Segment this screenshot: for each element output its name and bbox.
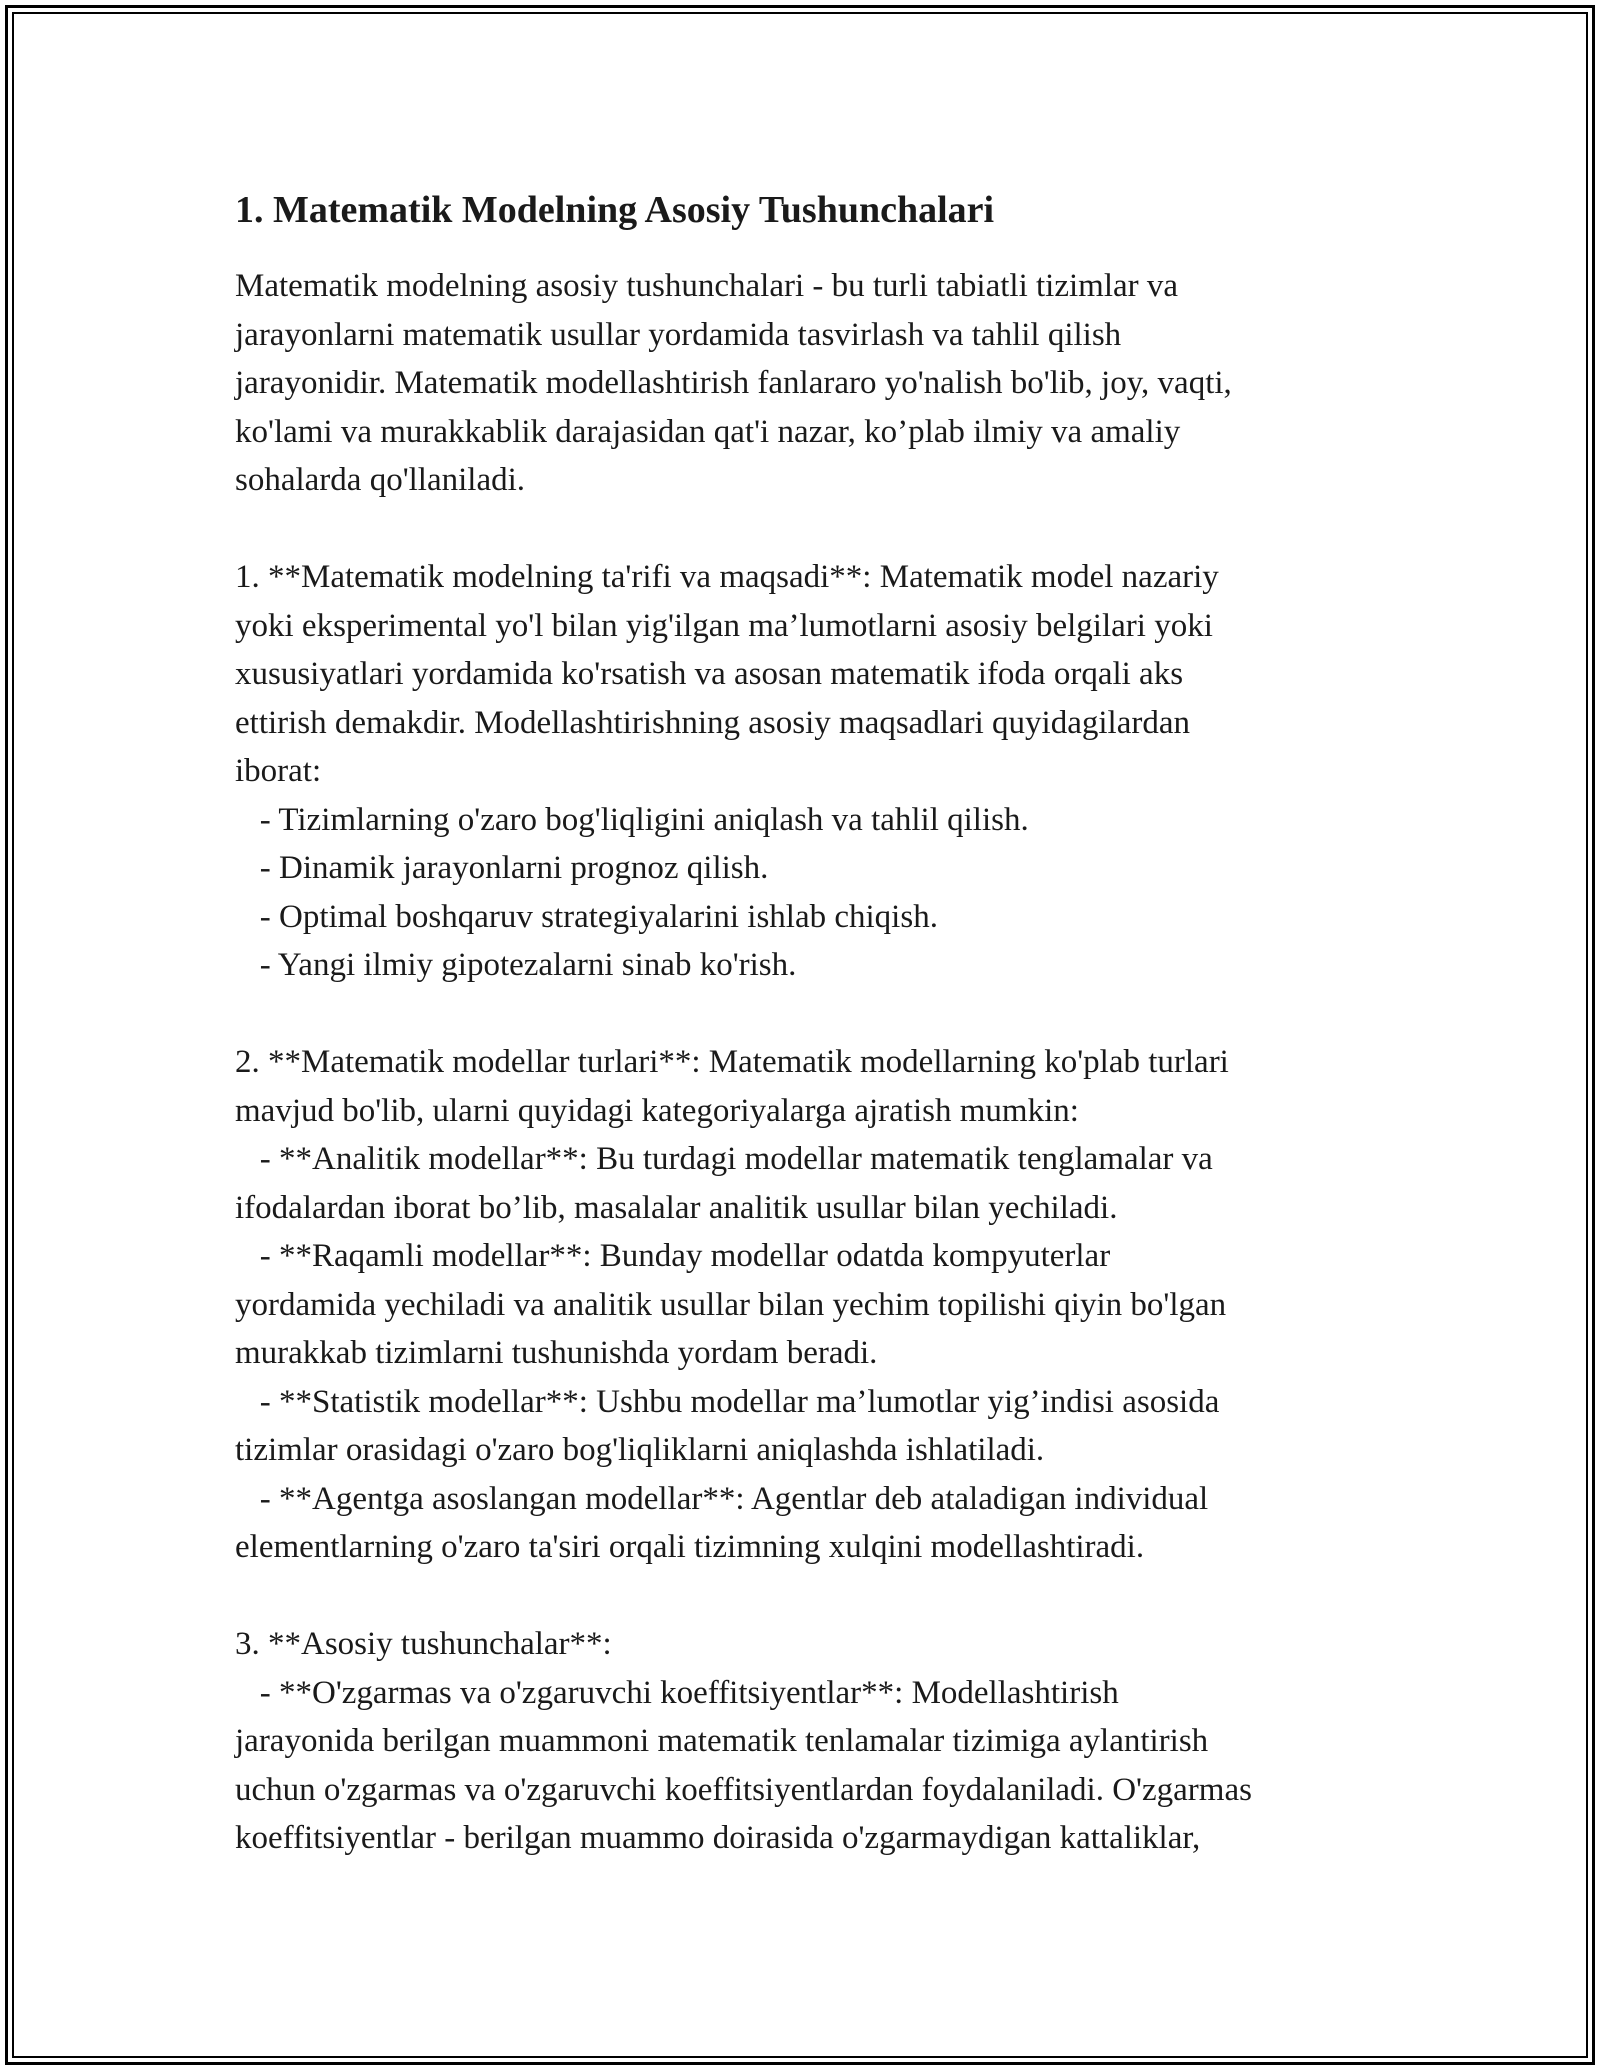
section-body: Matematik modelning asosiy tushunchalari - bu turli tabiatli tizimlar va jarayonlarni matematik usullar yordamida tasvirlash va tahlil qilish jarayonidir. Matematik modellashtirish fanlararo yo'nalish bo'lib, joy, vaqti, ko'lami va murakkablik darajasidan qat'i nazar, ko’plab ilmiy va amaliy sohalarda qo'llaniladi. 1. **Matematik modelning ta'rifi va maqsadi**: Matematik model nazariy yoki eksperimental yo'l bilan yig'ilgan ma’lumotlarni asosiy belgilari yoki xususiyatlari yordamida ko'rsatish va asosan matematik ifoda orqali aks ettirish demakdir. Modellashtirishning asosiy maqsadlari quyidagilardan iborat: - Tizimlarning o'zaro bog'liqligini aniqlash va tahlil qilish. - Dinamik jarayonlarni prognoz qilish. - Optimal boshqaruv strategiyalarini ishlab chiqish. - Yangi ilmiy gipotezalarni sinab ko'rish. 2. **Matematik modellar turlari**: Matematik modellarning ko'plab turlari mavjud bo'lib, ularni quyidagi kategoriyalarga ajratish mumkin: - **Analitik modellar**: Bu turdagi modellar matematik tenglamalar va ifodalardan iborat bo’lib, masalalar analitik usullar bilan yechiladi. - **Raqamli modellar**: Bunday modellar odatda kompyuterlar yordamida yechiladi va analitik usullar bilan yechim topilishi qiyin bo'lgan murakkab tizimlarni tushunishda yordam beradi. - **Statistik modellar**: Ushbu modellar ma’lumotlar yig’indisi asosida tizimlar orasidagi o'zaro bog'liqliklarni aniqlashda ishlatiladi. - **Agentga asoslangan modellar**: Agentlar deb ataladigan individual elementlarning o'zaro ta'siri orqali tizimning xulqini modellashtiradi. 3. **Asosiy tushunchalar**: - **O'zgarmas va o'zgaruvchi koeffitsiyentlar**: Modellashtirish jarayonida berilgan muammoni matematik tenlamalar tizimiga aylantirish uchun o'zgarmas va o'zgaruvchi koeffitsiyentlardan foydalaniladi. O'zgarmas koeffitsiyentlar - berilgan muammo doirasida o'zgarmaydigan kattaliklar,: [235, 268, 1252, 1856]
document-content: [235, 186, 1385, 1863]
section-title: 1. Matematik Modelning Asosiy Tushunchalari: [235, 189, 995, 231]
